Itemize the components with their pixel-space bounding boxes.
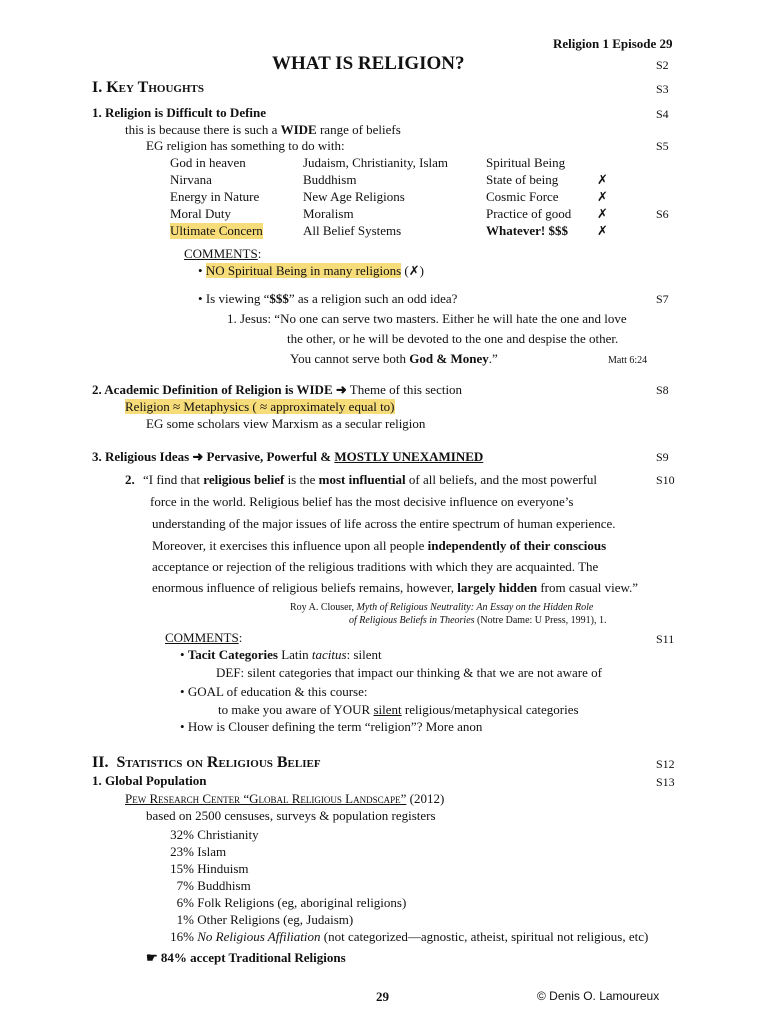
slide-marker: S3 — [656, 82, 669, 96]
stat-label: Other Religions (eg, Judaism) — [197, 912, 354, 927]
slide-marker: S13 — [656, 775, 675, 789]
stat-row — [160, 878, 251, 894]
page-title: WHAT IS RELIGION? — [272, 53, 465, 74]
cross-mark-icon: ✗ — [597, 206, 608, 221]
citation: of Religious Beliefs in Theories (Notre Dame: U Press, 1991), 1. — [349, 615, 607, 626]
table-cell-concept: God in heaven — [170, 155, 246, 170]
scripture-reference: Matt 6:24 — [608, 355, 648, 366]
stat-row — [160, 827, 259, 843]
table-cell-religion: All Belief Systems — [303, 223, 402, 238]
slide-marker: S7 — [656, 292, 669, 306]
comment-item: • Is viewing “$$$” as a religion such an odd idea? — [198, 291, 458, 306]
subheading: 2. Academic Definition of Religion is WIDE ➜ Theme of this section — [92, 382, 463, 397]
comment-item: • GOAL of education & this course: — [180, 684, 368, 699]
stat-label: Buddhism — [197, 878, 251, 893]
slide-marker: S5 — [656, 139, 669, 153]
table-cell-religion: Judaism, Christianity, Islam — [303, 155, 449, 170]
stat-percent: 7% — [176, 878, 194, 893]
body-line: based on 2500 censuses, surveys & population registers — [146, 808, 436, 823]
table-cell-nature: Cosmic Force — [486, 189, 559, 204]
page-number: 29 — [376, 989, 389, 1004]
section-title: Statistics on Religious Belief — [116, 754, 321, 771]
section-heading — [92, 79, 204, 97]
quote-line: enormous influence of religious beliefs remains, however, largely hidden from casual view.” — [152, 580, 639, 595]
pointing-hand-icon: ☛ — [146, 950, 158, 965]
section-heading — [92, 754, 321, 772]
table-cell-concept: Moral Duty — [170, 206, 232, 221]
table-cell-nature: Whatever! $$$ — [486, 223, 568, 238]
source-line: Pew Research Center “Global Religious Landscape” (2012) — [125, 791, 445, 806]
stat-label: Islam — [197, 844, 227, 859]
quote-line: 1. Jesus: “No one can serve two masters. Either he will hate the one and love — [227, 311, 627, 326]
stat-row — [160, 929, 648, 945]
slide-marker: S10 — [656, 473, 675, 487]
stat-percent: 6% — [176, 895, 194, 910]
comments-label: COMMENTS: — [165, 630, 243, 645]
stat-row — [160, 895, 406, 911]
section-number: I. — [92, 79, 103, 96]
body-line: EG religion has something to do with: — [146, 138, 345, 153]
quote-line: You cannot serve both God & Money.” — [290, 351, 498, 366]
subheading: 3. Religious Ideas ➜ Pervasive, Powerful & MOSTLY UNEXAMINED — [92, 449, 484, 464]
slide-marker: S8 — [656, 383, 669, 397]
stat-percent: 15% — [170, 861, 194, 876]
slide-marker: S9 — [656, 450, 669, 464]
definition: DEF: silent categories that impact our thinking & that we are not aware of — [216, 665, 602, 680]
stat-label-italic: No Religious Affiliation — [197, 929, 321, 944]
quote-line: “I find that religious belief is the most influential of all beliefs, and the most powerful — [143, 472, 598, 487]
stat-label: Folk Religions (eg, aboriginal religions) — [197, 895, 407, 910]
subheading: 1. Religion is Difficult to Define — [92, 105, 267, 120]
table-cell-concept: Nirvana — [170, 172, 212, 187]
episode-label: Religion 1 Episode 29 — [553, 36, 673, 51]
stat-row — [160, 844, 226, 860]
body-line: EG some scholars view Marxism as a secular religion — [146, 416, 426, 431]
table-cell-religion: New Age Religions — [303, 189, 405, 204]
quote-number: 2. — [125, 472, 135, 487]
body-line: this is because there is such a WIDE range of beliefs — [125, 122, 401, 137]
quote-line: force in the world. Religious belief has the most decisive influence on everyone’s — [150, 494, 574, 509]
stat-label: Christianity — [197, 827, 259, 842]
slide-marker: S4 — [656, 107, 669, 121]
section-title: Key Thoughts — [106, 79, 204, 96]
copyright: © Denis O. Lamoureux — [537, 989, 660, 1003]
table-cell-nature: Spiritual Being — [486, 155, 566, 170]
stat-label: Hinduism — [197, 861, 249, 876]
stat-percent: 23% — [170, 844, 194, 859]
table-cell-concept: Ultimate Concern — [170, 223, 263, 238]
cross-mark-icon: ✗ — [597, 189, 608, 204]
table-cell-religion: Buddhism — [303, 172, 357, 187]
table-cell-concept: Energy in Nature — [170, 189, 260, 204]
slide-marker: S6 — [656, 207, 669, 221]
table-cell-religion: Moralism — [303, 206, 354, 221]
quote-line: the other, or he will be devoted to the one and despise the other. — [287, 331, 619, 346]
stat-percent: 32% — [170, 827, 194, 842]
quote-line: Moreover, it exercises this influence upon all people independently of their conscious — [152, 538, 607, 553]
stat-percent: 16% — [170, 929, 194, 944]
slide-marker: S2 — [656, 58, 669, 72]
table-cell-nature: Practice of good — [486, 206, 572, 221]
comment-item: • How is Clouser defining the term “religion”? More anon — [180, 719, 483, 734]
cross-mark-icon: ✗ — [597, 172, 608, 187]
stat-row — [160, 912, 353, 928]
quote-line: acceptance or rejection of the religious traditions with which they are acquainted. The — [152, 559, 599, 574]
cross-mark-icon: ✗ — [597, 223, 608, 238]
citation: Roy A. Clouser, Myth of Religious Neutrality: An Essay on the Hidden Role — [290, 602, 594, 613]
summary-line: ☛ 84% accept Traditional Religions — [146, 950, 346, 965]
quote-line: understanding of the major issues of life across the entire spectrum of human experience. — [152, 516, 616, 531]
comment-item: • Tacit Categories Latin tacitus: silent — [180, 647, 382, 662]
table-cell-nature: State of being — [486, 172, 559, 187]
section-number: II. — [92, 754, 109, 771]
body-line: Religion ≈ Metaphysics ( ≈ approximately equal to) — [125, 399, 395, 414]
comments-label: COMMENTS: — [184, 246, 262, 261]
stat-row — [160, 861, 249, 877]
slide-marker: S12 — [656, 757, 675, 771]
stat-note: (not categorized—agnostic, atheist, spiritual not religious, etc) — [320, 929, 649, 944]
slide-marker: S11 — [656, 632, 675, 646]
subheading: 1. Global Population — [92, 773, 207, 788]
stat-percent: 1% — [176, 912, 194, 927]
comment-item: • NO Spiritual Being in many religions (✗) — [198, 263, 424, 278]
body-line: to make you aware of YOUR silent religious/metaphysical categories — [218, 702, 579, 717]
